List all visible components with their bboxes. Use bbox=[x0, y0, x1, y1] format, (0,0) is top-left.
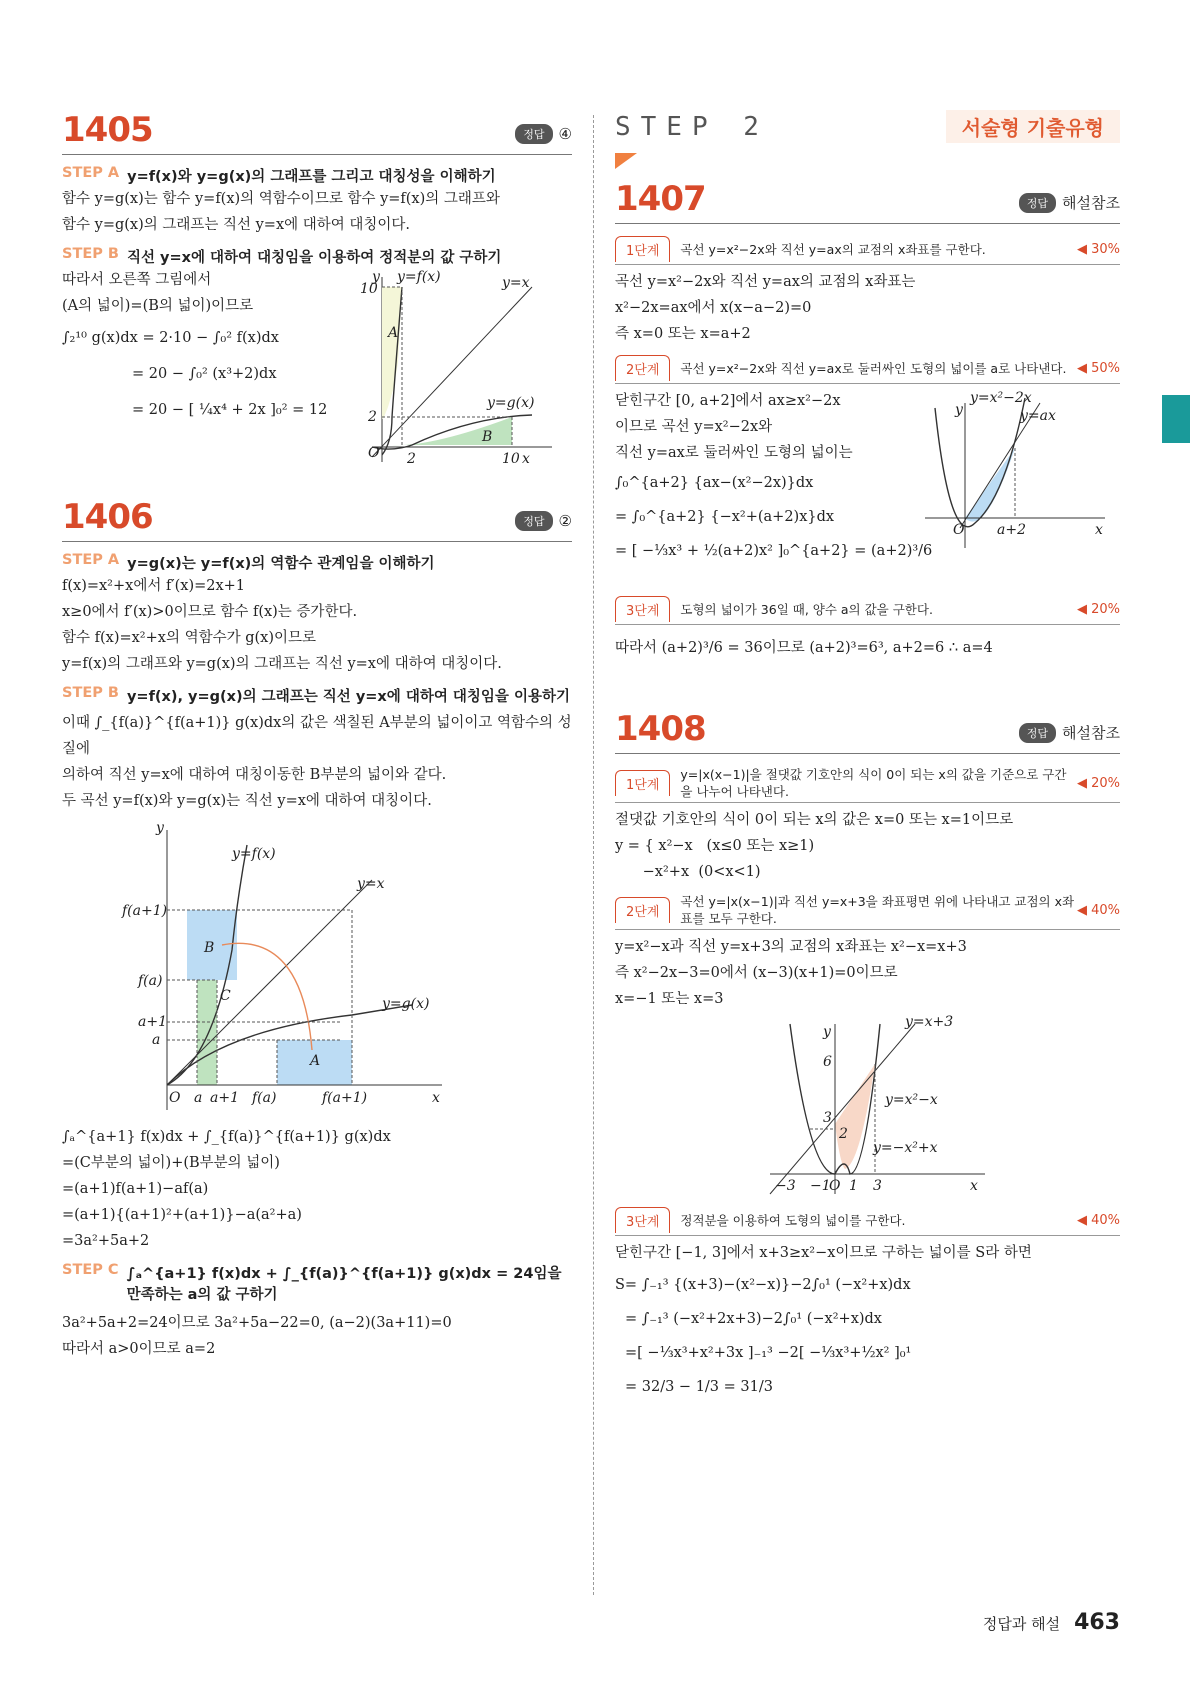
region-a-label: A bbox=[388, 325, 399, 341]
stage-label: 3단계 bbox=[615, 1207, 670, 1233]
problem-1406-header bbox=[62, 497, 572, 542]
p1407-body bbox=[615, 388, 1120, 588]
stage-percent: ◀ 30% bbox=[1076, 241, 1120, 257]
answer-value: ② bbox=[558, 512, 572, 530]
axis-label-y: y bbox=[823, 1024, 831, 1040]
text-line: 함수 f(x)=x²+x의 역함수가 g(x)이므로 bbox=[62, 630, 316, 646]
curve-label: y=x²−2x bbox=[970, 390, 1032, 406]
math-line: = 20 − [ ¼x⁴ + 2x ]₀² = 12 bbox=[132, 402, 328, 418]
text-line: 두 곡선 y=f(x)와 y=g(x)는 직선 y=x에 대하여 대칭이다. bbox=[62, 793, 432, 809]
tick-x2: 2 bbox=[407, 451, 416, 467]
step-b-heading bbox=[62, 685, 572, 706]
origin-label: O bbox=[829, 1178, 841, 1194]
answer-value: 해설참조 bbox=[1062, 194, 1120, 212]
tick-2: 2 bbox=[839, 1126, 848, 1142]
problem-1408-header bbox=[615, 709, 1120, 754]
math-line: −x²+x (0<x<1) bbox=[615, 864, 761, 880]
curve-label-f: y=f(x) bbox=[397, 269, 441, 285]
step-tag: STEP A bbox=[62, 552, 120, 568]
text-line: 닫힌구간 [−1, 3]에서 x+3≥x²−x이므로 구하는 넓이를 S라 하면 bbox=[615, 1245, 1032, 1261]
step-a-heading bbox=[62, 552, 572, 573]
tick-2: 2 bbox=[368, 409, 377, 425]
step-tag: STEP B bbox=[62, 246, 119, 262]
axis-label-x: x bbox=[970, 1178, 978, 1194]
axis-label-x: x bbox=[1095, 522, 1103, 538]
stage-percent: ◀ 20% bbox=[1076, 601, 1120, 617]
math-line: 따라서 (a+2)³/6 = 36이므로 (a+2)³=6³, a+2=6 ∴ a=4 bbox=[615, 640, 993, 656]
tick-xa: a bbox=[194, 1090, 203, 1106]
step2-label: STEP 2 bbox=[615, 111, 769, 142]
step2-title: 서술형 기출유형 bbox=[946, 110, 1120, 143]
curve-label-f: y=f(x) bbox=[232, 846, 276, 862]
origin-label: O bbox=[953, 522, 965, 538]
axis-label-y: y bbox=[955, 402, 963, 418]
footer-text: 정답과 해설 bbox=[982, 1615, 1061, 1633]
step-tag: STEP C bbox=[62, 1262, 119, 1278]
graph-1405 bbox=[352, 267, 562, 467]
text-line: (A의 넓이)=(B의 넓이)이므로 bbox=[62, 298, 254, 314]
tick-a: a bbox=[152, 1032, 161, 1048]
step-a-heading bbox=[62, 165, 572, 186]
math-line: =(a+1)f(a+1)−af(a) bbox=[62, 1181, 209, 1197]
region-c-label: C bbox=[220, 988, 231, 1004]
stage-label: 1단계 bbox=[615, 236, 670, 262]
cap-label: y=−x²+x bbox=[873, 1140, 938, 1156]
math-line: ∫ₐ^{a+1} f(x)dx + ∫_{f(a)}^{f(a+1)} g(x)dx bbox=[62, 1129, 391, 1145]
tick-x3: 3 bbox=[873, 1178, 882, 1194]
answer-value: ④ bbox=[558, 125, 572, 143]
stage-1-bar bbox=[615, 234, 1120, 265]
text-line: 즉 x²−2x−3=0에서 (x−3)(x+1)=0이므로 bbox=[615, 965, 898, 981]
answer-label: 정답 bbox=[1019, 723, 1056, 743]
step-title: y=f(x)와 y=g(x)의 그래프를 그리고 대칭성을 이해하기 bbox=[127, 169, 496, 185]
text-line: 의하여 직선 y=x에 대하여 대칭이동한 B부분의 넓이와 같다. bbox=[62, 767, 447, 783]
curve-label: y=x²−x bbox=[885, 1092, 938, 1108]
text-line: 함수 y=g(x)는 함수 y=f(x)의 역함수이므로 함수 y=f(x)의 그래프와 bbox=[62, 191, 500, 207]
stage-3-bar bbox=[615, 594, 1120, 625]
stage-1-bar bbox=[615, 764, 1120, 803]
tick-3: 3 bbox=[823, 1110, 832, 1126]
stage-3-bar bbox=[615, 1205, 1120, 1236]
origin-label: O bbox=[368, 445, 380, 461]
math-line: =[ −⅓x³+x²+3x ]₋₁³ −2[ −⅓x³+½x² ]₀¹ bbox=[625, 1345, 912, 1361]
tick-fa: f(a) bbox=[138, 973, 163, 989]
p1405-body bbox=[62, 267, 572, 467]
problem-number: 1406 bbox=[62, 497, 153, 537]
answer-badge bbox=[1019, 722, 1120, 743]
stage-percent: ◀ 40% bbox=[1076, 1212, 1120, 1228]
math-line: = ∫₀^{a+2} {−x²+(a+2)x}dx bbox=[615, 509, 835, 525]
answer-label: 정답 bbox=[515, 124, 552, 144]
text-line: 이므로 곡선 y=x²−2x와 bbox=[615, 419, 773, 435]
curve-label-g: y=g(x) bbox=[487, 395, 535, 411]
axis-label-y: y bbox=[372, 269, 380, 285]
problem-number: 1407 bbox=[615, 179, 706, 219]
graph-1408 bbox=[765, 1014, 995, 1199]
text-line: 따라서 a>0이므로 a=2 bbox=[62, 1341, 216, 1357]
tick-fa1: f(a+1) bbox=[122, 903, 168, 919]
answer-badge bbox=[515, 124, 572, 144]
stage-desc: 곡선 y=x²−2x와 직선 y=ax의 교점의 x좌표를 구한다. bbox=[680, 241, 986, 257]
text-line: 곡선 y=x²−2x와 직선 y=ax의 교점의 x좌표는 bbox=[615, 274, 916, 290]
axis-label-y: y bbox=[156, 820, 164, 836]
text-line: 직선 y=ax로 둘러싸인 도형의 넓이는 bbox=[615, 445, 853, 461]
graph-1407 bbox=[925, 388, 1115, 558]
math-line: S= ∫₋₁³ {(x+3)−(x²−x)}−2∫₀¹ (−x²+x)dx bbox=[615, 1277, 911, 1293]
region-b-label: B bbox=[204, 940, 215, 956]
math-line: = 32/3 − 1/3 = 31/3 bbox=[625, 1379, 773, 1395]
math-line: =(C부분의 넓이)+(B부분의 넓이) bbox=[62, 1155, 280, 1171]
text-line: 3a²+5a+2=24이므로 3a²+5a−22=0, (a−2)(3a+11)=0 bbox=[62, 1315, 452, 1331]
stage-percent: ◀ 50% bbox=[1076, 360, 1120, 376]
step-b-heading bbox=[62, 246, 572, 267]
right-column bbox=[615, 110, 1120, 1400]
side-tab bbox=[1162, 395, 1190, 443]
axis-label-x: x bbox=[522, 451, 530, 467]
answer-value: 해설참조 bbox=[1062, 724, 1120, 742]
tick-xfa1: f(a+1) bbox=[322, 1090, 368, 1106]
stage-desc: 곡선 y=x²−2x와 직선 y=ax로 둘러싸인 도형의 넓이를 a로 나타낸다. bbox=[680, 360, 1067, 376]
math-line: = ∫₋₁³ (−x²+2x+3)−2∫₀¹ (−x²+x)dx bbox=[625, 1311, 882, 1327]
step-c-heading bbox=[62, 1262, 572, 1304]
tick-xm1: −1 bbox=[810, 1178, 831, 1194]
math-line: = [ −⅓x³ + ½(a+2)x² ]₀^{a+2} = (a+2)³/6 bbox=[615, 543, 933, 559]
origin-label: O bbox=[169, 1090, 181, 1106]
page-footer bbox=[983, 1610, 1120, 1635]
tick-10: 10 bbox=[360, 281, 378, 297]
stage-desc: 도형의 넓이가 36일 때, 양수 a의 값을 구한다. bbox=[680, 601, 933, 617]
step-tag: STEP B bbox=[62, 685, 119, 701]
problem-1405-header bbox=[62, 110, 572, 155]
tick-xfa: f(a) bbox=[252, 1090, 277, 1106]
math-line: = 20 − ∫₀² (x³+2)dx bbox=[132, 366, 277, 382]
math-line: y = { x²−x (x≤0 또는 x≥1) bbox=[615, 838, 815, 854]
stage-2-bar bbox=[615, 891, 1120, 930]
text-line: 이때 ∫_{f(a)}^{f(a+1)} g(x)dx의 값은 색칠된 A부분의 넓이이고 역함수의 성질에 bbox=[62, 715, 572, 757]
step-title: y=g(x)는 y=f(x)의 역함수 관계임을 이해하기 bbox=[127, 556, 435, 572]
line-label: y=x+3 bbox=[905, 1014, 954, 1030]
left-column bbox=[62, 110, 572, 1362]
text-line: f(x)=x²+x에서 f′(x)=2x+1 bbox=[62, 578, 246, 594]
text-line: y=x²−x과 직선 y=x+3의 교점의 x좌표는 x²−x=x+3 bbox=[615, 939, 967, 955]
math-line: =(a+1){(a+1)²+(a+1)}−a(a²+a) bbox=[62, 1207, 302, 1223]
answer-badge bbox=[515, 511, 572, 531]
line-label: y=ax bbox=[1020, 408, 1056, 424]
text-line: 함수 y=g(x)의 그래프는 직선 y=x에 대하여 대칭이다. bbox=[62, 217, 411, 233]
tick-a2: a+2 bbox=[997, 522, 1026, 538]
step-title: y=f(x), y=g(x)의 그래프는 직선 y=x에 대하여 대칭임을 이용하기 bbox=[126, 689, 571, 705]
region-b-label: B bbox=[482, 429, 493, 445]
graph-1406 bbox=[122, 820, 482, 1120]
tick-x1: 1 bbox=[849, 1178, 858, 1194]
corner-triangle-icon bbox=[615, 153, 637, 169]
answer-label: 정답 bbox=[1019, 193, 1056, 213]
text-line: 따라서 오른쪽 그림에서 bbox=[62, 272, 212, 288]
region-a-label: A bbox=[310, 1053, 321, 1069]
tick-6: 6 bbox=[823, 1054, 832, 1070]
line-label-yx: y=x bbox=[357, 876, 385, 892]
text-line: x²−2x=ax에서 x(x−a−2)=0 bbox=[615, 300, 812, 316]
text-line: 즉 x=0 또는 x=a+2 bbox=[615, 326, 751, 342]
math-line: ∫₂¹⁰ g(x)dx = 2·10 − ∫₀² f(x)dx bbox=[62, 330, 279, 346]
stage-2-bar bbox=[615, 353, 1120, 384]
step-title: 직선 y=x에 대하여 대칭임을 이용하여 정적분의 값 구하기 bbox=[126, 250, 502, 266]
tick-xa1: a+1 bbox=[210, 1090, 239, 1106]
stage-label: 2단계 bbox=[615, 355, 670, 381]
text-line: 닫힌구간 [0, a+2]에서 ax≥x²−2x bbox=[615, 393, 841, 409]
step2-banner bbox=[615, 110, 1120, 143]
column-divider bbox=[593, 115, 594, 1595]
curve-label-g: y=g(x) bbox=[382, 996, 430, 1012]
stage-label: 1단계 bbox=[615, 770, 670, 796]
text-line: 절댓값 기호안의 식이 0이 되는 x의 값은 x=0 또는 x=1이므로 bbox=[615, 812, 1014, 828]
tick-a1: a+1 bbox=[138, 1014, 167, 1030]
line-label-yx: y=x bbox=[502, 275, 530, 291]
math-line: =3a²+5a+2 bbox=[62, 1233, 150, 1249]
answer-badge bbox=[1019, 192, 1120, 213]
axis-label-x: x bbox=[432, 1090, 440, 1106]
stage-percent: ◀ 40% bbox=[1076, 902, 1120, 918]
stage-label: 2단계 bbox=[615, 897, 670, 923]
problem-1407-header bbox=[615, 179, 1120, 224]
stage-label: 3단계 bbox=[615, 596, 670, 622]
problem-number: 1405 bbox=[62, 110, 153, 150]
page-number: 463 bbox=[1074, 1610, 1120, 1635]
problem-number: 1408 bbox=[615, 709, 706, 749]
step-title: ∫ₐ^{a+1} f(x)dx + ∫_{f(a)}^{f(a+1)} g(x)dx = 24임을 만족하는 a의 값 구하기 bbox=[126, 1266, 562, 1303]
text-line: y=f(x)의 그래프와 y=g(x)의 그래프는 직선 y=x에 대하여 대칭이다. bbox=[62, 656, 502, 672]
stage-desc: 곡선 y=|x(x−1)|과 직선 y=x+3을 좌표평면 위에 나타내고 교점의 x좌표를 모두 구한다. bbox=[680, 894, 1075, 926]
stage-percent: ◀ 20% bbox=[1076, 775, 1120, 791]
stage-desc: 정적분을 이용하여 도형의 넓이를 구한다. bbox=[680, 1212, 906, 1228]
tick-xm3: −3 bbox=[775, 1178, 796, 1194]
math-line: ∫₀^{a+2} {ax−(x²−2x)}dx bbox=[615, 475, 814, 491]
text-line: x=−1 또는 x=3 bbox=[615, 991, 724, 1007]
answer-label: 정답 bbox=[515, 511, 552, 531]
stage-desc: y=|x(x−1)|을 절댓값 기호안의 식이 0이 되는 x의 값을 기준으로 구간을 나누어 나타낸다. bbox=[680, 767, 1067, 799]
step-tag: STEP A bbox=[62, 165, 120, 181]
text-line: x≥0에서 f′(x)>0이므로 함수 f(x)는 증가한다. bbox=[62, 604, 358, 620]
tick-x10: 10 bbox=[502, 451, 520, 467]
